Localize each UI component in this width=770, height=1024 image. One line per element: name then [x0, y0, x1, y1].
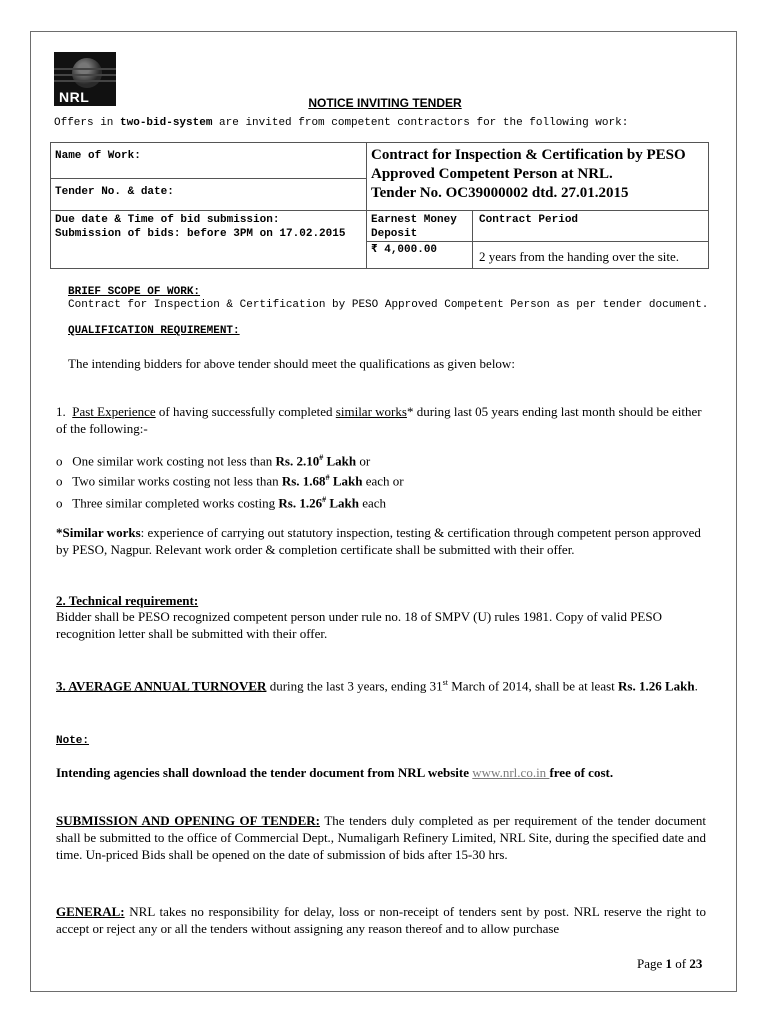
name-of-work-label: Name of Work: — [51, 143, 367, 179]
scope-text: Contract for Inspection & Certification by PESO Approved Competent Person as per tender document. — [68, 299, 709, 311]
scope-heading: BRIEF SCOPE OF WORK: — [68, 286, 201, 298]
general-paragraph: GENERAL: NRL takes no responsibility for delay, loss or non-receipt of tenders sent by post. NRL reserve the right to accept or reject any or all the tenders without assigning any reason thereof and to allow purchase — [56, 904, 706, 936]
turnover-paragraph: 3. AVERAGE ANNUAL TURNOVER during the last 3 years, ending 31st March of 2014, shall be at least Rs. 1.26 Lakh. — [56, 678, 698, 694]
tender-no-label: Tender No. & date: — [51, 179, 367, 211]
due-date-cell: Due date & Time of bid submission: Submission of bids: before 3PM on 17.02.2015 — [51, 211, 367, 269]
technical-text: Bidder shall be PESO recognized competent person under rule no. 18 of SMPV (U) rules 1981. Copy of valid PESO recognition letter shall be submitted with their offer. — [56, 609, 662, 641]
qualification-intro: The intending bidders for above tender should meet the qualifications as given below: — [68, 356, 515, 371]
note-text: Intending agencies shall download the tender document from NRL website www.nrl.co.in free of cost. — [56, 765, 614, 780]
page-number: Page 1 of 23 — [637, 956, 703, 971]
contract-period-cell: Contract Period 2 years from the handing over the site. — [473, 211, 709, 269]
submission-paragraph: SUBMISSION AND OPENING OF TENDER: The tenders duly completed as per requirement of the tender document shall be submitted to the office of Commercial Dept., Numaligarh Refinery Limited, NRL Site, during the specified date and time. Un-priced Bids shall be opened on the date of submission of bids after 15-30 hrs. — [56, 813, 706, 862]
nrl-logo: NRL — [54, 52, 116, 106]
similar-works-note: *Similar works: experience of carrying out statutory inspection, testing & certification through competent person approved by PESO, Nagpur. Relevant work order & completion certificate shall be submitted with their offer. — [56, 525, 701, 557]
document-title: NOTICE INVITING TENDER — [308, 96, 462, 110]
bullet-item-2: o Two similar works costing not less than Rs. 1.68# Lakh each or — [56, 473, 404, 489]
qualification-heading: QUALIFICATION REQUIREMENT: — [68, 325, 240, 337]
technical-heading: 2. Technical requirement: — [56, 593, 199, 608]
bullet-item-1: o One similar work costing not less than Rs. 2.10# Lakh or — [56, 453, 371, 469]
bullet-item-3: o Three similar completed works costing Rs. 1.26# Lakh each — [56, 495, 387, 511]
past-experience-item: 1. Past Experience of having successfully completed similar works* during last 05 years ending last month should be either of the following:- — [56, 404, 702, 436]
emd-cell: Earnest Money Deposit ₹ 4,000.00 — [367, 211, 473, 269]
name-of-work-value: Contract for Inspection & Certification by PESO Approved Competent Person at NRL. Tender No. OC39000002 dtd. 27.01.2015 — [367, 143, 709, 211]
tender-details-table — [50, 142, 709, 269]
intro-line: Offers in two-bid-system are invited from competent contractors for the following work: — [54, 117, 629, 129]
note-heading: Note: — [56, 735, 90, 747]
nrl-website-link[interactable]: www.nrl.co.in — [472, 765, 550, 780]
